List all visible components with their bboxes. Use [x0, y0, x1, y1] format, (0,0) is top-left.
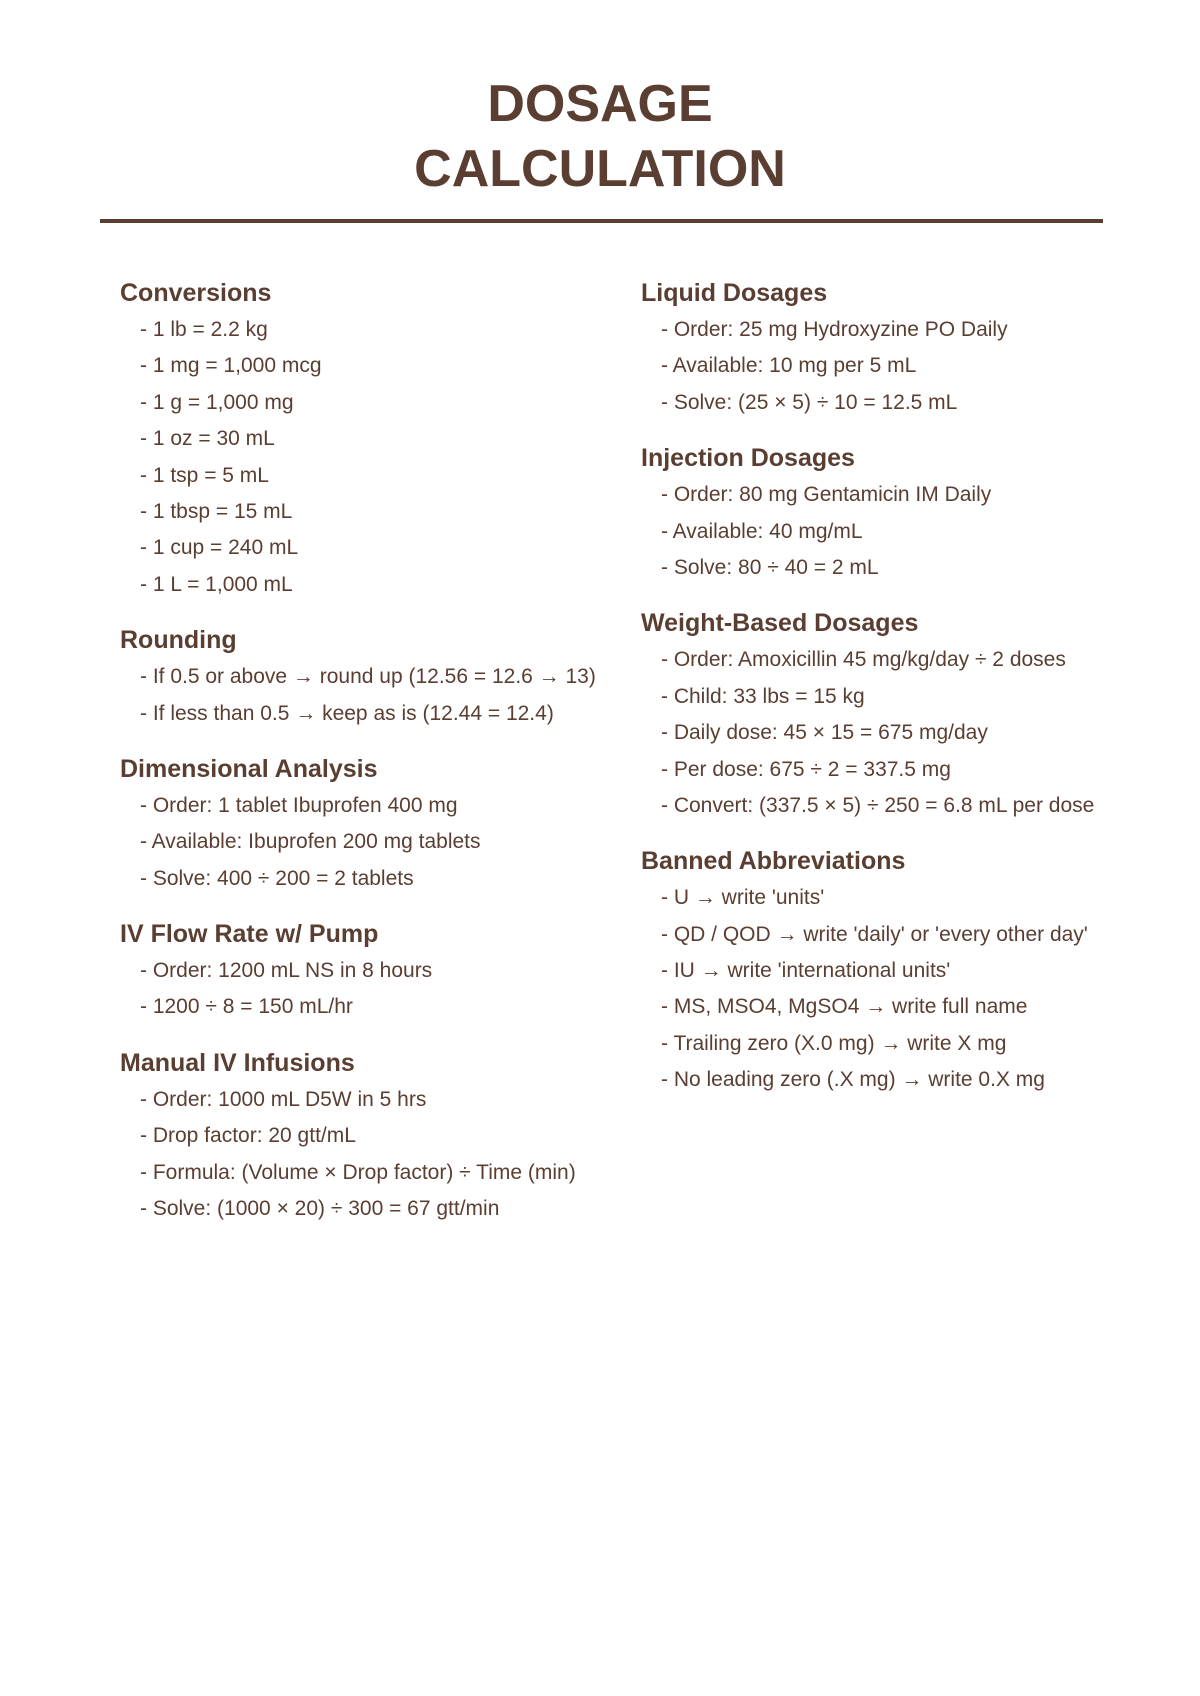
- item-list: [120, 659, 640, 732]
- section-manual-iv-infusions: [120, 1044, 640, 1228]
- item-list: [641, 477, 1181, 586]
- list-item: - Order: 80 mg Gentamicin IM Daily: [661, 483, 992, 507]
- page-title-line-2: CALCULATION: [414, 140, 786, 198]
- list-item: - Convert: (337.5 × 5) ÷ 250 = 6.8 mL per dose: [661, 793, 1095, 817]
- item-list: [120, 1082, 640, 1228]
- list-item: - No leading zero (.X mg) → write 0.X mg: [661, 1068, 1045, 1092]
- section-heading: Liquid Dosages: [641, 279, 828, 307]
- section-heading: Injection Dosages: [641, 444, 855, 473]
- list-item: - Drop factor: 20 gtt/mL: [140, 1124, 356, 1148]
- list-item: - Trailing zero (X.0 mg) → write X mg: [661, 1031, 1007, 1055]
- list-item: - 1 cup = 240 mL: [140, 536, 299, 560]
- item-list: [120, 312, 640, 603]
- list-item: - Order: 25 mg Hydroxyzine PO Daily: [661, 318, 1008, 341]
- list-item: - Order: Amoxicillin 45 mg/kg/day ÷ 2 doses: [661, 648, 1066, 672]
- list-item: - Order: 1200 mL NS in 8 hours: [140, 959, 433, 983]
- list-item: - Order: 1 tablet Ibuprofen 400 mg: [140, 793, 458, 817]
- list-item: - If 0.5 or above → round up (12.56 = 12.6 → 13): [140, 665, 596, 689]
- list-item: - Available: Ibuprofen 200 mg tablets: [140, 830, 481, 854]
- section-heading: IV Flow Rate w/ Pump: [120, 920, 379, 949]
- section-heading: Dimensional Analysis: [120, 754, 378, 783]
- item-list: [641, 880, 1181, 1098]
- item-list: [641, 312, 1181, 421]
- list-item: - QD / QOD → write 'daily' or 'every other day': [661, 922, 1088, 946]
- right-column: [641, 274, 1181, 1099]
- list-item: - 1 tsp = 5 mL: [140, 463, 269, 487]
- item-list: [641, 642, 1181, 824]
- list-item: - Daily dose: 45 × 15 = 675 mg/day: [661, 721, 988, 745]
- section-conversions: [120, 274, 640, 603]
- section-iv-flow-rate: [120, 915, 640, 1026]
- list-item: - 1 lb = 2.2 kg: [140, 318, 268, 341]
- section-heading: Manual IV Infusions: [120, 1048, 355, 1077]
- section-weight-based-dosages: [641, 604, 1181, 824]
- list-item: - IU → write 'international units': [661, 959, 951, 983]
- list-item: - Available: 10 mg per 5 mL: [661, 354, 917, 378]
- list-item: - 1 mg = 1,000 mcg: [140, 354, 322, 378]
- list-item: - Solve: 400 ÷ 200 = 2 tablets: [140, 866, 414, 890]
- section-heading: Weight-Based Dosages: [641, 609, 919, 638]
- list-item: - MS, MSO4, MgSO4 → write full name: [661, 995, 1028, 1019]
- section-liquid-dosages: [641, 274, 1181, 421]
- section-injection-dosages: [641, 439, 1181, 586]
- section-banned-abbreviations: [641, 842, 1181, 1098]
- list-item: - Available: 40 mg/mL: [661, 519, 863, 543]
- section-rounding: [120, 621, 640, 732]
- list-item: - 1 L = 1,000 mL: [140, 572, 293, 596]
- list-item: - If less than 0.5 → keep as is (12.44 = 12.4): [140, 701, 554, 725]
- title-divider: [100, 219, 1103, 223]
- page-title-line-1: DOSAGE: [487, 75, 713, 133]
- list-item: - 1200 ÷ 8 = 150 mL/hr: [140, 995, 353, 1019]
- list-item: - Solve: 80 ÷ 40 = 2 mL: [661, 555, 879, 579]
- list-item: - 1 g = 1,000 mg: [140, 390, 294, 414]
- list-item: - Formula: (Volume × Drop factor) ÷ Time (min): [140, 1160, 576, 1184]
- list-item: - Per dose: 675 ÷ 2 = 337.5 mg: [661, 757, 951, 781]
- item-list: [120, 788, 640, 897]
- section-heading: Banned Abbreviations: [641, 847, 906, 876]
- list-item: - 1 oz = 30 mL: [140, 427, 275, 451]
- item-list: [120, 953, 640, 1026]
- section-dimensional-analysis: [120, 750, 640, 897]
- left-column: [120, 274, 640, 1227]
- list-item: - Order: 1000 mL D5W in 5 hrs: [140, 1087, 427, 1111]
- list-item: - 1 tbsp = 15 mL: [140, 499, 293, 523]
- section-heading: Rounding: [120, 626, 237, 655]
- list-item: - Solve: (1000 × 20) ÷ 300 = 67 gtt/min: [140, 1197, 500, 1221]
- list-item: - Child: 33 lbs = 15 kg: [661, 684, 865, 708]
- list-item: - Solve: (25 × 5) ÷ 10 = 12.5 mL: [661, 390, 958, 414]
- list-item: - U → write 'units': [661, 886, 825, 910]
- section-heading: Conversions: [120, 279, 272, 307]
